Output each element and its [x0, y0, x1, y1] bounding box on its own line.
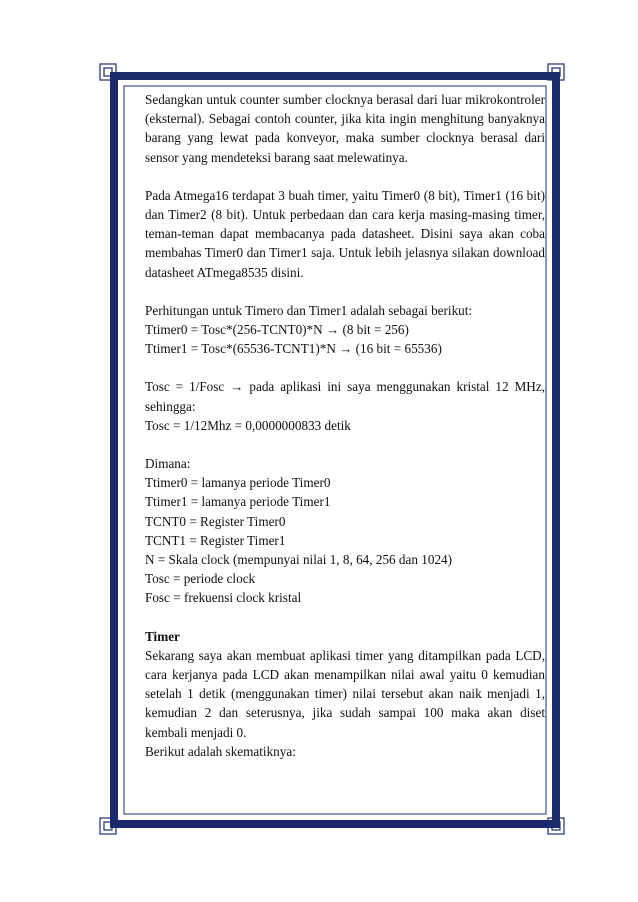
formula-ttimer0: Ttimer0 = Tosc*(256-TCNT0)*N → (8 bit = 256) [145, 322, 409, 338]
paragraph-schematic: Berikut adalah skematiknya: [145, 743, 296, 759]
dimana-title: Dimana: [145, 456, 191, 472]
paragraph-timer: Sekarang saya akan membuat aplikasi timer yang ditampilkan pada LCD, cara kerjanya pada LCD akan menampilkan nilai awal yaitu 0 kemudian setelah 1 detik (menggunakan timer) nilai tersebut akan naik menjadi 1, kemudian 2 dan seterusnya, jika sudah sampai 100 maka akan diset kembali menjadi 0. [145, 647, 545, 740]
border-left [110, 72, 118, 828]
paragraph-calc-intro: Perhitungan untuk Timero dan Timer1 adalah sebagai berikut: [145, 302, 473, 318]
definition-item: N = Skala clock (mempunyai nilai 1, 8, 64, 256 dan 1024) [145, 552, 453, 568]
definition-item: TCNT0 = Register Timer0 [145, 513, 286, 529]
paragraph-atmega16: Pada Atmega16 terdapat 3 buah timer, yaitu Timer0 (8 bit), Timer1 (16 bit) dan Timer2 (8 bit). Untuk perbedaan dan cara kerja masing-masing timer, teman-teman dapat membacanya pada datasheet. Disini saya akan coba membahas Timer0 dan Timer1 saja. Untuk lebih jelasnya silakan download datasheet ATmega8535 disini. [145, 187, 545, 280]
document-body [145, 90, 545, 761]
border-top [110, 72, 560, 80]
paragraph-counter: Sedangkan untuk counter sumber clocknya berasal dari luar mikrokontroler (eksternal). Sebagai contoh counter, jika kita ingin menghitung banyaknya barang yang lewat pada konveyor, maka sumber clocknya berasal dari sensor yang mendeteksi barang saat melewatinya. [145, 92, 545, 165]
border-bottom [110, 820, 560, 828]
definition-item: Ttimer0 = lamanya periode Timer0 [145, 475, 331, 491]
definition-item: TCNT1 = Register Timer1 [145, 532, 286, 548]
definition-item: Fosc = frekuensi clock kristal [145, 590, 302, 606]
formula-ttimer1: Ttimer1 = Tosc*(65536-TCNT1)*N → (16 bit = 65536) [145, 341, 442, 357]
definition-item: Tosc = periode clock [145, 571, 256, 587]
section-heading-timer: Timer [145, 628, 180, 644]
definition-item: Ttimer1 = lamanya periode Timer1 [145, 494, 331, 510]
paragraph-tosc: Tosc = 1/Fosc → pada aplikasi ini saya menggunakan kristal 12 MHz, sehingga: [145, 379, 545, 414]
tosc-value: Tosc = 1/12Mhz = 0,0000000833 detik [145, 417, 351, 433]
border-right [552, 72, 560, 828]
